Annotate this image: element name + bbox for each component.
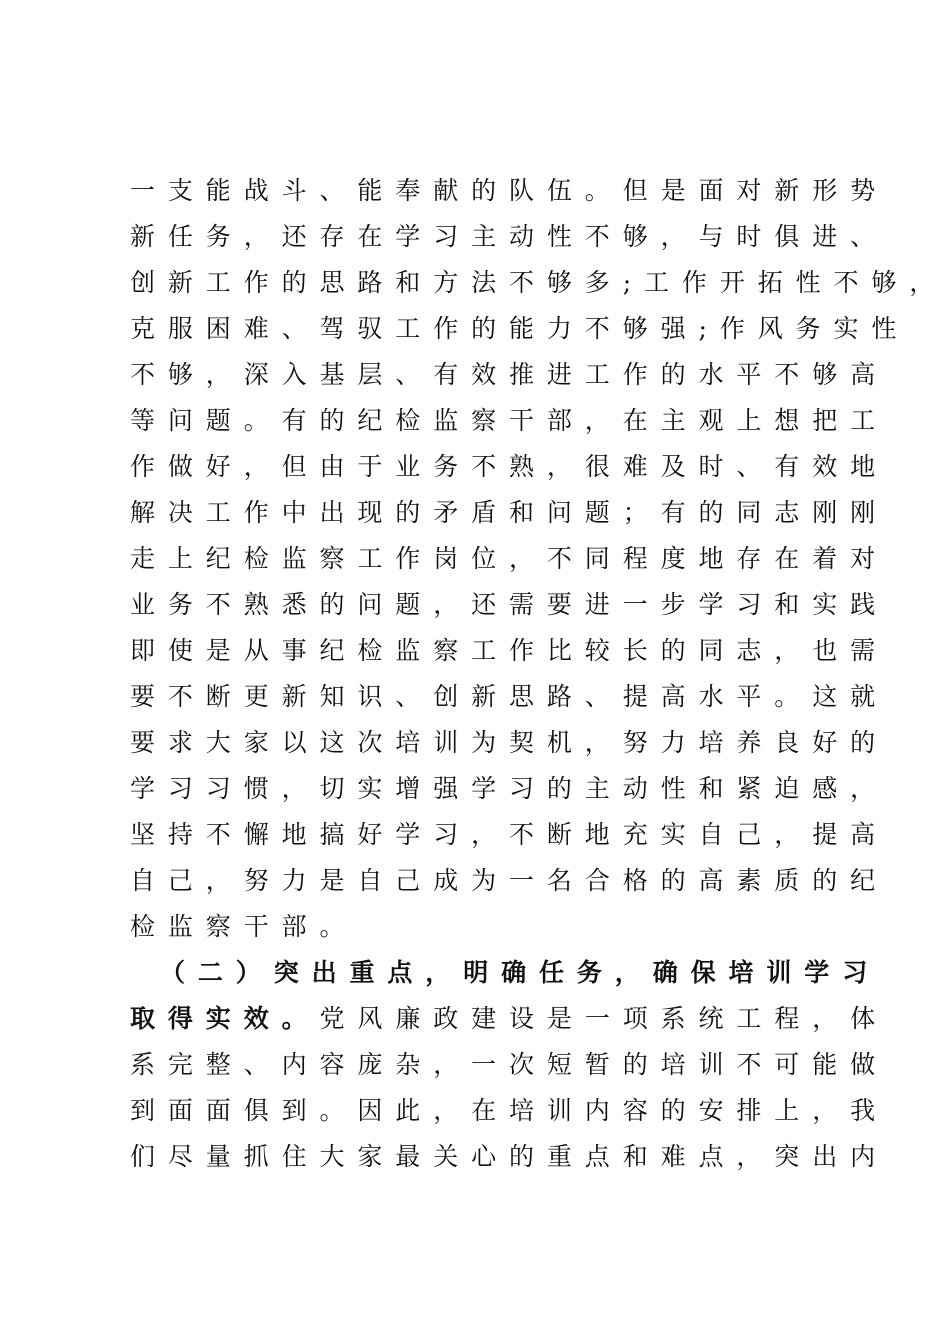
- text-line: 克服困难、驾驭工作的能力不够强;作风务实性: [130, 314, 910, 343]
- text-line: 作做好，但由于业务不熟，很难及时、有效地: [130, 452, 889, 481]
- text-line: 要不断更新知识、创新思路、提高水平。这就: [130, 682, 889, 711]
- text-line: 不够，深入基层、有效推进工作的水平不够高: [130, 360, 889, 389]
- text-line: 业务不熟悉的问题，还需要进一步学习和实践: [130, 590, 889, 619]
- text-line: 即使是从事纪检监察工作比较长的同志，也需: [130, 636, 889, 665]
- section-heading: （二）突出重点，明确任务，确保培训学习: [160, 958, 881, 987]
- text-line: 解决工作中出现的矛盾和问题；有的同志刚刚: [130, 498, 889, 527]
- text-line: 创新工作的思路和方法不够多;工作开拓性不够，: [130, 268, 948, 297]
- text-line: 坚持不懈地搞好学习，不断地充实自己，提高: [130, 820, 889, 849]
- text-line: 走上纪检监察工作岗位，不同程度地存在着对: [130, 544, 889, 573]
- text-line: 们尽量抓住大家最关心的重点和难点，突出内: [130, 1142, 889, 1171]
- text-line: 检监察干部。: [130, 912, 358, 941]
- text-line: 新任务，还存在学习主动性不够，与时俱进、: [130, 222, 889, 251]
- text-line: 一支能战斗、能奉献的队伍。但是面对新形势: [130, 176, 889, 205]
- text-line: 等问题。有的纪检监察干部，在主观上想把工: [130, 406, 889, 435]
- text-line: 要求大家以这次培训为契机，努力培养良好的: [130, 728, 889, 757]
- section-heading-end: 取得实效。: [130, 1004, 320, 1033]
- text-line: 系完整、内容庞杂，一次短暂的培训不可能做: [130, 1050, 889, 1079]
- text-line: 自己，努力是自己成为一名合格的高素质的纪: [130, 866, 889, 895]
- text-line: 学习习惯，切实增强学习的主动性和紧迫感，: [130, 774, 889, 803]
- text-line: 到面面俱到。因此，在培训内容的安排上，我: [130, 1096, 889, 1125]
- paragraph-start: 党风廉政建设是一项系统工程，体: [319, 1004, 889, 1033]
- text-line: [130, 999, 888, 1039]
